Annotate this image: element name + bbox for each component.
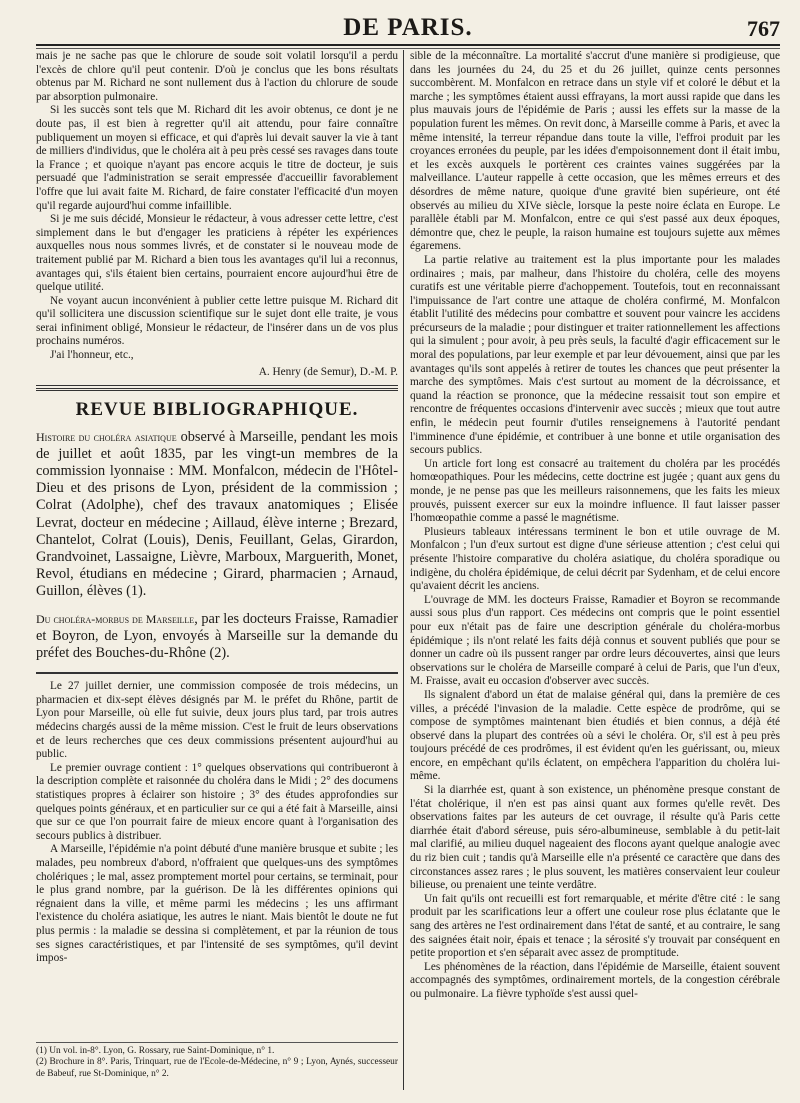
book-entry-1-title: Histoire du choléra asiatique (36, 429, 177, 444)
page-number: 767 (747, 16, 780, 41)
review-paragraph: La partie relative au traitement est la plus importante pour les malades ordinaires ; mais, par malheur, dans l'histoire du choléra, celle des moyens curatifs est une véritable pierre d'achoppement. Toutefois, tout en reconnaissant l'impuissance de l'art contre une attaque de choléra confirmé, M. Monfalcon établit l'utilité des médecins pour combattre et souvent pour vaincre les accidens précurseurs de la maladie ; pour distinguer et traiter rationnellement les affections qui la simulent ; pour avoir, à peu près seuls, la faculté d'agir efficacement sur le moral des populations, par leur exemple et par leur dévouement, ainsi que par les avantages qu'ils sont appelés à retirer de toutes les chances que peut présenter la marche des symptômes. Mais c'est surtout au moment de la décroissance, et quand la réaction se prononce, que la médecine ressaisit tout son empire et rencontre de fréquentes occasions d'intervenir avec succès ; mieux que tout autre enfin, le médecin peut fournir d'utiles renseignemens à l'autorité pendant l'imminence d'une épidémie, et contribuer à une bonne et utile organisation des secours publics. (410, 253, 780, 457)
book-entry-1-details: observé à Marseille, pendant les mois de juillet et août 1835, par les vingt-un membres de la commission lyonnaise : MM. Monfalcon, médecin de l'Hôtel-Dieu et des prisons de Lyon, président de la commission ; Colrat (Adolphe), chef des travaux anatomiques ; Elisée Levrat, docteur en médecine ; Aillaud, élève interne ; Brezard, Chantelot, Colrat (Louis), Denis, Feuillant, Gelas, Girardon, Grandvoinet, Lassaigne, Lièvre, Marboux, Marguerith, Monet, Revol, étudians en médecine ; Girard, pharmacien ; Arnaud, Guillon, élèves (1). (36, 428, 398, 600)
footnote: (2) Brochure in 8°. Paris, Trinquart, rue de l'Ecole-de-Médecine, n° 9 ; Lyon, Aynés, successeur de Babeuf, rue St-Dominique, n° 2. (36, 1057, 398, 1079)
review-paragraph: Les phénomènes de la réaction, dans l'épidémie de Marseille, étaient souvent accompagnés des symptômes, ordinairement mortels, de la congestion cérébrale ou pulmonaire. La fièvre typhoïde s'est aussi quel- (410, 960, 780, 1000)
section-divider (36, 385, 398, 391)
review-paragraph: Le 27 juillet dernier, une commission composée de trois médecins, un pharmacien et dix-sept élèves désignés par M. le préfet du Rhône, partit de Lyon pour Marseille, où elle fut suivie, deux jours plus tard, par trois autres médecins chargés aussi de la même mission. C'est le fruit de leurs observations et de leurs recherches que ces deux commissions présentent aujourd'hui au public. (36, 680, 398, 761)
header-rule (36, 44, 780, 49)
column-rule (403, 50, 404, 1090)
book-entry-2-title: Du choléra-morbus de Marseille (36, 611, 195, 626)
letter-closing: J'ai l'honneur, etc., (50, 349, 134, 362)
review-paragraph: L'ouvrage de MM. les docteurs Fraisse, Ramadier et Boyron se recommande aussi sous plus d'un rapport. Ces médecins ont compris que le point essentiel pour eux n'était pas de faire une description générale du choléra-morbus épidémique ; ils n'ont relaté les faits déjà connus et souvent publiés que pour se donner un cadre où ils pussent ranger par ordre leurs découvertes, ainsi que leurs observations sur le choléra de Marseille comparé à celui de Paris, que l'un d'eux, M. Fraisse, avait eu occasion d'observer avec succès. (410, 593, 780, 688)
review-paragraph: Si la diarrhée est, quant à son existence, un phénomène presque constant de l'état cholérique, il n'en est pas ainsi quant aux formes qu'elle revêt. Des observations faites par les auteurs de cet ouvrage, il résulte qu'à Paris cette diarrhée était d'abord séreuse, puis séro-albumineuse, semblable à du petit-lait mal clarifié, au milieu duquel nageaient des flocons ayant quelque analogie avec du riz bien cuit ; tandis qu'à Marseille elle n'a présenté ce caractère que dans des circonstances assez rares ; le plus souvent, les matières conservaient leur couleur bilieuse, ou prenaient une teinte verdâtre. (410, 784, 780, 892)
review-paragraph: Un article fort long est consacré au traitement du choléra par les procédés homœopathiques. Pour les médecins, cette doctrine est jugée ; quant aux gens du monde, je ne pense pas que les meilleurs raisonnemens, que les faits les mieux prouvés, puissent exercer sur eux la moindre influence. Il faut laisser passer l'homœopathie comme a passé le magnétisme. (410, 457, 780, 525)
review-paragraph: Le premier ouvrage contient : 1° quelques observations qui contribueront à la description complète et raisonnée du choléra dans le Midi ; 2° des documens statistiques propres à éclairer son histoire ; 3° des études approfondies sur quelques points généraux, et en particulier sur ce qui a été fait à Marseille, ainsi que sur ce que l'on pourrait faire de mieux encore quant à l'organisation des secours publics à distribuer. (36, 761, 398, 842)
book-entry-2-details: , par les docteurs Fraisse, Ramadier et Boyron, de Lyon, envoyés à Marseille sur la demande du préfet des Bouches-du-Rhône (2). (36, 610, 398, 662)
section-title: REVUE BIBLIOGRAPHIQUE. (75, 398, 359, 420)
review-paragraph: Un fait qu'ils ont recueilli est fort remarquable, et mérite d'être cité : le sang produit par les scarifications leur a offert une couleur rose plus éclatante que le sang des artères ne l'est ordinairement dans l'état de santé, et au contraire, le sang des saignées était noir, épais et tenace ; la sérosité s'y trouvait par conséquent en petite proportion et s'en séparait avec assez de promptitude. (410, 892, 780, 960)
letter-signature: A. Henry (de Semur), D.-M. P. (258, 365, 398, 378)
book-entry-2 (36, 611, 398, 663)
footnotes (36, 1042, 398, 1080)
right-column (410, 50, 780, 1090)
left-column (36, 50, 398, 1090)
page-header (36, 12, 780, 42)
review-paragraph: A Marseille, l'épidémie n'a point débuté d'une manière brusque et subite ; les malades, peu nombreux d'abord, n'offraient que quelques-uns des symptômes cholériques ; le mal, assez promptement mortel pour certains, se terminait, pour le plus grand nombre, par la guérison. De là les différentes opinions qui régnaient dans la ville, et même parmi les médecins ; les uns affirmant l'existence du choléra asiatique, les autres le niant. Mais bientôt le doute ne fut plus permis : la maladie se dessina si complètement, et par la réunion de tous ses signes caractéristiques, et par l'intensité de ses symptômes, qu'il devint impos- (36, 843, 398, 965)
review-paragraph: Ils signalent d'abord un état de malaise général qui, dans la première de ces villes, a précédé l'invasion de la maladie. Cette espèce de prodrôme, qui se compose de symptômes maintenant bien étudiés et bien connus, a déjà été observé dans la plupart des contrées où a sévi le choléra. Or, s'il est à peu près toujours précédé de ces prodrômes, il est évident qu'en les guérissant, ou, mieux encore, en empêchant qu'ils éclatent, on empêchera l'apparition du choléra lui-même. (410, 688, 780, 783)
footnote: (1) Un vol. in-8°. Lyon, G. Rossary, rue Saint-Dominique, n° 1. (36, 1046, 275, 1056)
book-entry-1 (36, 429, 398, 601)
running-title: DE PARIS. (343, 14, 473, 41)
review-paragraph: Plusieurs tableaux intéressans terminent le bon et utile ouvrage de M. Monfalcon ; l'un d'eux surtout est digne d'une sérieuse attention ; c'est celui qui présente l'histoire comparative du choléra asiatique, du choléra sporadique ou indigène, du choléra épidémique, de celui décrit par Sydenham, et de celui encore qu'avaient décrit les anciens. (410, 525, 780, 593)
letter-paragraph: Si les succès sont tels que M. Richard dit les avoir obtenus, ce dont je ne doute pas, il est bien à regretter qu'il ait attendu, pour faire connaître publiquement un moyen si efficace, et qui d'après lui devait sauver la vie à tant de milliers d'individus, que le choléra ait à peu près cessé ses ravages dans toute la France ; et quoique n'ayant pas encore acquis le titre de docteur, je suis persuadé que l'administration se serait empressée d'accueillir favorablement l'offre que lui avait faite M. Richard, de faire constater l'efficacité d'un moyen qu'il regarde aujourd'hui comme infaillible. (36, 104, 398, 212)
review-divider (36, 672, 398, 674)
review-paragraph: sible de la méconnaître. La mortalité s'accrut d'une manière si prodigieuse, que dans les journées du 24, du 25 et du 26 juillet, quinze cents personnes succombèrent. M. Monfalcon en retrace dans un style vif et coloré le début et la marche ; les symptômes étaient aussi effrayans, la mort aussi rapide que dans les plus mauvais jours de l'épidémie de Paris ; aussi les effets sur la masse de la population furent les mêmes. On revit donc, à Marseille comme à Paris, et avec la même intensité, la terreur répandue dans toute la ville, l'effroi produit par les croyances erronées du peuple, par les idées d'empoisonnement dont il était imbu, et les excès auxquels le portèrent ces craintes vaines suggérées par la malveillance. L'auteur rappelle à cette occasion, que les mêmes erreurs et des désordres de même nature, quoique d'une gravité bien supérieure, ont été observés au milieu du XIVe siècle, lorsque la peste noire éclata en Europe. Le parallèle établi par M. Monfalcon, entre ce qui s'est passé aux deux époques, démontre que, chez le peuple, la raison humaine est toujours sujette aux mêmes égaremens. (410, 50, 780, 253)
letter-paragraph: Ne voyant aucun inconvénient à publier cette lettre puisque M. Richard dit qu'il sollicitera une discussion scientifique sur le sujet dont elle traite, je vous serai infiniment obligé, Monsieur le rédacteur, de l'insérer dans un de vos plus prochains numéros. (36, 294, 398, 348)
letter-paragraph: Si je me suis décidé, Monsieur le rédacteur, à vous adresser cette lettre, c'est simplement dans le but d'engager les praticiens à répéter les expériences auxquelles nous nous sommes livrés, et de constater si le nouveau mode de traitement publié par M. Richard a bien tous les avantages qu'il lui a reconnus, avantages qui, s'ils étaient bien certains, pourraient encore aujourd'hui être de quelque utilité. (36, 213, 398, 294)
letter-paragraph: mais je ne sache pas que le chlorure de soude soit volatil lorsqu'il a perdu l'excès de chlore qu'il peut contenir. D'où je conclus que les bons résultats obtenus par M. Richard ne sont nullement dus à l'action du chlorure de soude par absorption pulmonaire. (36, 50, 398, 103)
